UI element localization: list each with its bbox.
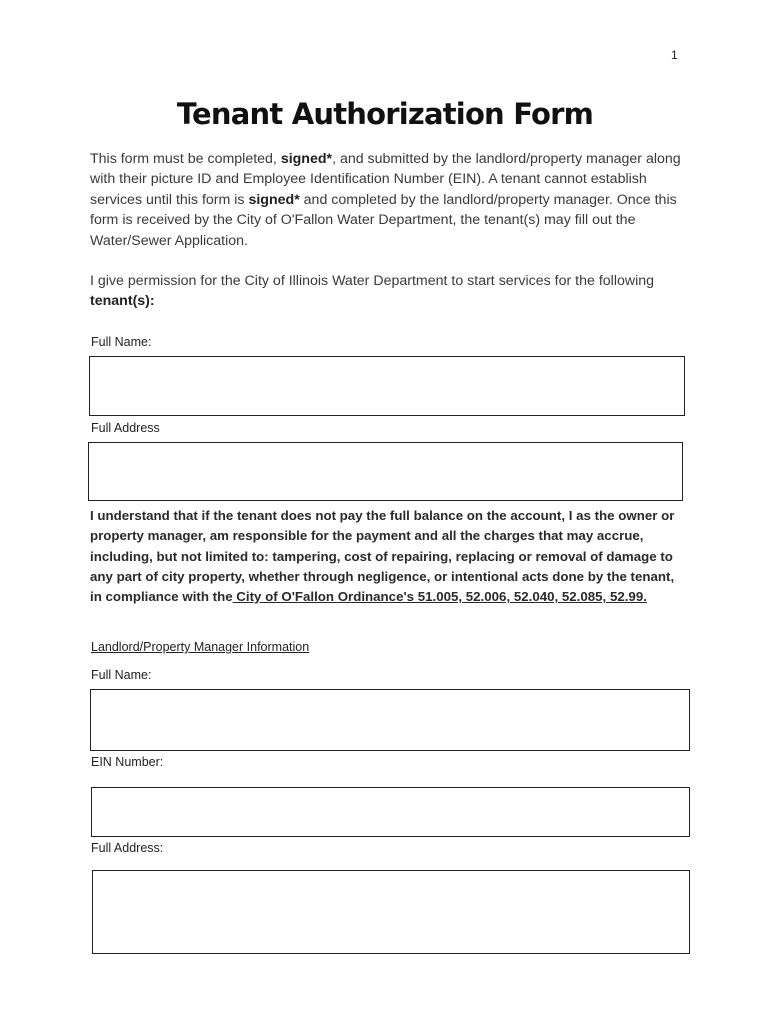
landlord-full-address-field[interactable] [92, 870, 690, 954]
landlord-full-name-field[interactable] [90, 689, 690, 751]
landlord-full-name-label: Full Name: [91, 668, 152, 682]
landlord-section-heading: Landlord/Property Manager Information [91, 640, 310, 654]
ein-number-label: EIN Number: [91, 755, 164, 769]
ein-number-field[interactable] [91, 787, 690, 837]
page-title: Tenant Authorization Form [176, 97, 594, 131]
landlord-full-address-label: Full Address: [91, 841, 164, 855]
page-number: 1 [671, 48, 678, 62]
intro-signed-2: signed* [248, 191, 300, 208]
tenant-full-address-field[interactable] [88, 442, 683, 501]
intro-text-3: and completed by the landlord/property manager. Once this form is received by the City of O'Fallon Water Department, the tenant(s) may fill out the Water/Sewer Application. [90, 191, 677, 249]
permission-paragraph [90, 271, 690, 312]
intro-signed-1: signed* [280, 151, 333, 167]
tenant-full-name-field[interactable] [89, 356, 685, 416]
intro-text-1: This form must be completed, [90, 151, 281, 167]
permission-text: I give permission for the City of Illinois Water Department to start services for the following [90, 273, 655, 289]
tenant-full-name-label: Full Name: [91, 335, 152, 349]
tenant-full-address-label: Full Address [91, 421, 160, 435]
intro-text-2: , and submitted by the landlord/property manager along with their picture ID and Employee Identification Number (EIN). A tenant cannot establish services until this form is [90, 151, 681, 208]
disclaimer-text: I understand that if the tenant does not pay the full balance on the account, I as the owner or property manager, am responsible for the payment and all the charges that may accrue, including, but not limited to: tampering, cost of repairing, replacing or removal of damage to any part of city property, whether through negligence, or intentional acts done by the tenant, in compliance with the [90, 508, 675, 605]
permission-tenants: tenant(s): [90, 293, 155, 310]
intro-paragraph [90, 149, 690, 251]
liability-disclaimer [90, 506, 686, 607]
ordinance-link[interactable]: City of O'Fallon Ordinance's 51.005, 52.006, 52.040, 52.085, 52.99. [232, 589, 647, 605]
